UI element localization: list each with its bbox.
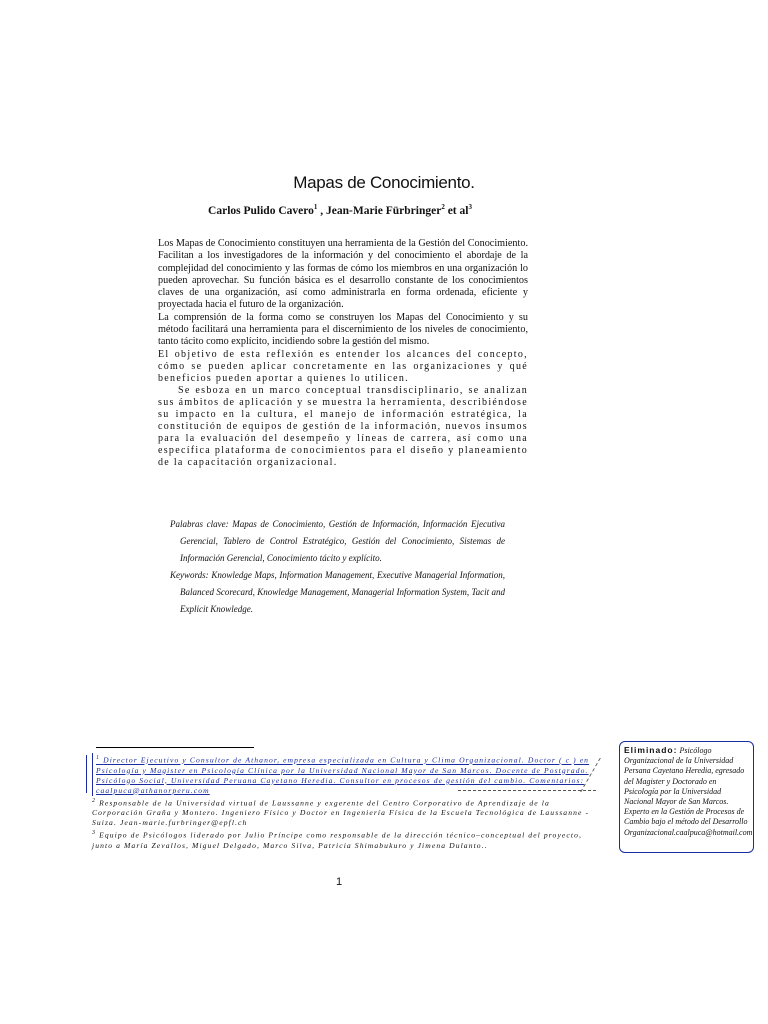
keywords-english: Keywords: Knowledge Maps, Information Management, Executive Managerial Information, Balanced Scorecard, Knowledge Management, Managerial Information System, Tacit and Explicit Knowledge. xyxy=(170,570,505,614)
abstract-paragraph-1: Los Mapas de Conocimiento constituyen una herramienta de la Gestión del Conocimiento. Facilitan a los investigadores de la información y del conocimiento el abordaje de la complejidad del conocimiento y las formas de cómo los miembros en una organización lo pueden aprovechar. Su función básica es el desarrollo constante de los conocimientos claves de una organización, así como administrarla en forma ordenada, eficiente y proyectada hacia el futuro de la organización. xyxy=(158,238,528,311)
author-1: Carlos Pulido Cavero xyxy=(208,204,314,217)
author-2: Jean-Marie Fürbringer xyxy=(326,204,442,217)
footnote-2-number: 2 xyxy=(92,797,97,804)
keywords-spanish: Palabras clave: Mapas de Conocimiento, Gestión de Información, Información Ejecutiva Gerencial, Tablero de Control Estratégico, Gestión del Conocimiento, Sistemas de Información Gerencial, Conocimiento tácito y explícito. xyxy=(170,519,505,563)
abstract-paragraph-4: Se esboza en un marco conceptual transdisciplinario, se analizan sus ámbitos de aplicación y se muestra la herramienta, describiéndose su impacto en la cultura, el manejo de información estratégica, la constitución de equipos de gestión de la información, nuevos insumos para la evaluación del desempeño y líneas de carrera, así como una específica plataforma de conocimientos para el diseño y planeamiento de la capacitación organizacional. xyxy=(158,384,528,468)
revision-change-bar xyxy=(86,755,87,793)
comment-connector-line xyxy=(458,790,596,791)
footnote-1-number: 1 xyxy=(96,755,101,761)
author-3-footnote-ref: 3 xyxy=(468,203,472,211)
author-2-footnote-ref: 2 xyxy=(441,203,445,211)
footnote-1-text: Director Ejecutivo y Consultor de Athanor, empresa especializada en Cultura y Clima Organizacional. Doctor ( c ) en Psicología y Magister en Psicología Clínica por la Universidad Nacional Mayor de San Marcos. Docente de Postgrado. Psicólogo Social, Universidad Peruana Cayetano Heredia. Consultor en procesos de gestión del cambio. Comentarios: caalpuca@athanorperu.com xyxy=(96,755,590,795)
footnote-3-number: 3 xyxy=(92,830,97,837)
footnote-2 xyxy=(92,796,592,829)
abstract-paragraph-2: La comprensión de la forma como se construyen los Mapas del Conocimiento y su método facilitará una herramienta para el discernimiento de los niveles de conocimiento, tanto tácito como explícito, incidiendo sobre la gestión del mismo. xyxy=(158,311,528,348)
footnote-3-text: Equipo de Psicólogos liderado por Julio Príncipe como responsable de la dirección técnico–conceptual del proyecto, junto a María Zevallos, Miguel Delgado, Marco Silva, Patricia Shimabukuro y Jimena Dulanto.. xyxy=(92,830,582,850)
page-number: 1 xyxy=(336,876,343,888)
footnote-3 xyxy=(92,828,592,851)
footnote-separator xyxy=(96,747,254,748)
comment-text: Psicólogo Organizacional de la Universidad Persana Cayetano Heredia, egresado del Magister y Doctorado en Psicología por la Universidad Nacional Mayor de San Marcos. Experto en la Gestión de Procesos de Cambio bajo el método del Desarrollo Organizacional.caalpuca@hotmail.com xyxy=(624,746,753,837)
footnotes xyxy=(92,753,592,851)
footnote-2-text: Responsable de la Universidad virtual de Laussanne y exgerente del Centro Corporativo de Aprendizaje de la Corporación Graña y Montero. Ingeniero Físico y Doctor en Ingeniería Física de la Escuela Tecnológica de Laussanne - Suiza. Jean-marie.furbringer@epfl.ch xyxy=(92,798,590,828)
abstract xyxy=(158,238,528,469)
deletion-comment-balloon[interactable] xyxy=(619,741,754,853)
abstract-paragraph-3: El objetivo de esta reflexión es entender los alcances del concepto, cómo se pueden aplicar concretamente en las organizaciones y qué beneficios pueden aportar a quienes lo utilicen. xyxy=(158,348,528,384)
author-separator: , xyxy=(317,204,327,217)
keywords-block xyxy=(170,516,505,618)
document-title: Mapas de Conocimiento. xyxy=(293,173,475,192)
author-3: et al xyxy=(444,204,469,217)
author-1-footnote-ref: 1 xyxy=(313,203,318,211)
authors-line xyxy=(0,203,680,217)
comment-label: Eliminado: xyxy=(624,745,678,755)
